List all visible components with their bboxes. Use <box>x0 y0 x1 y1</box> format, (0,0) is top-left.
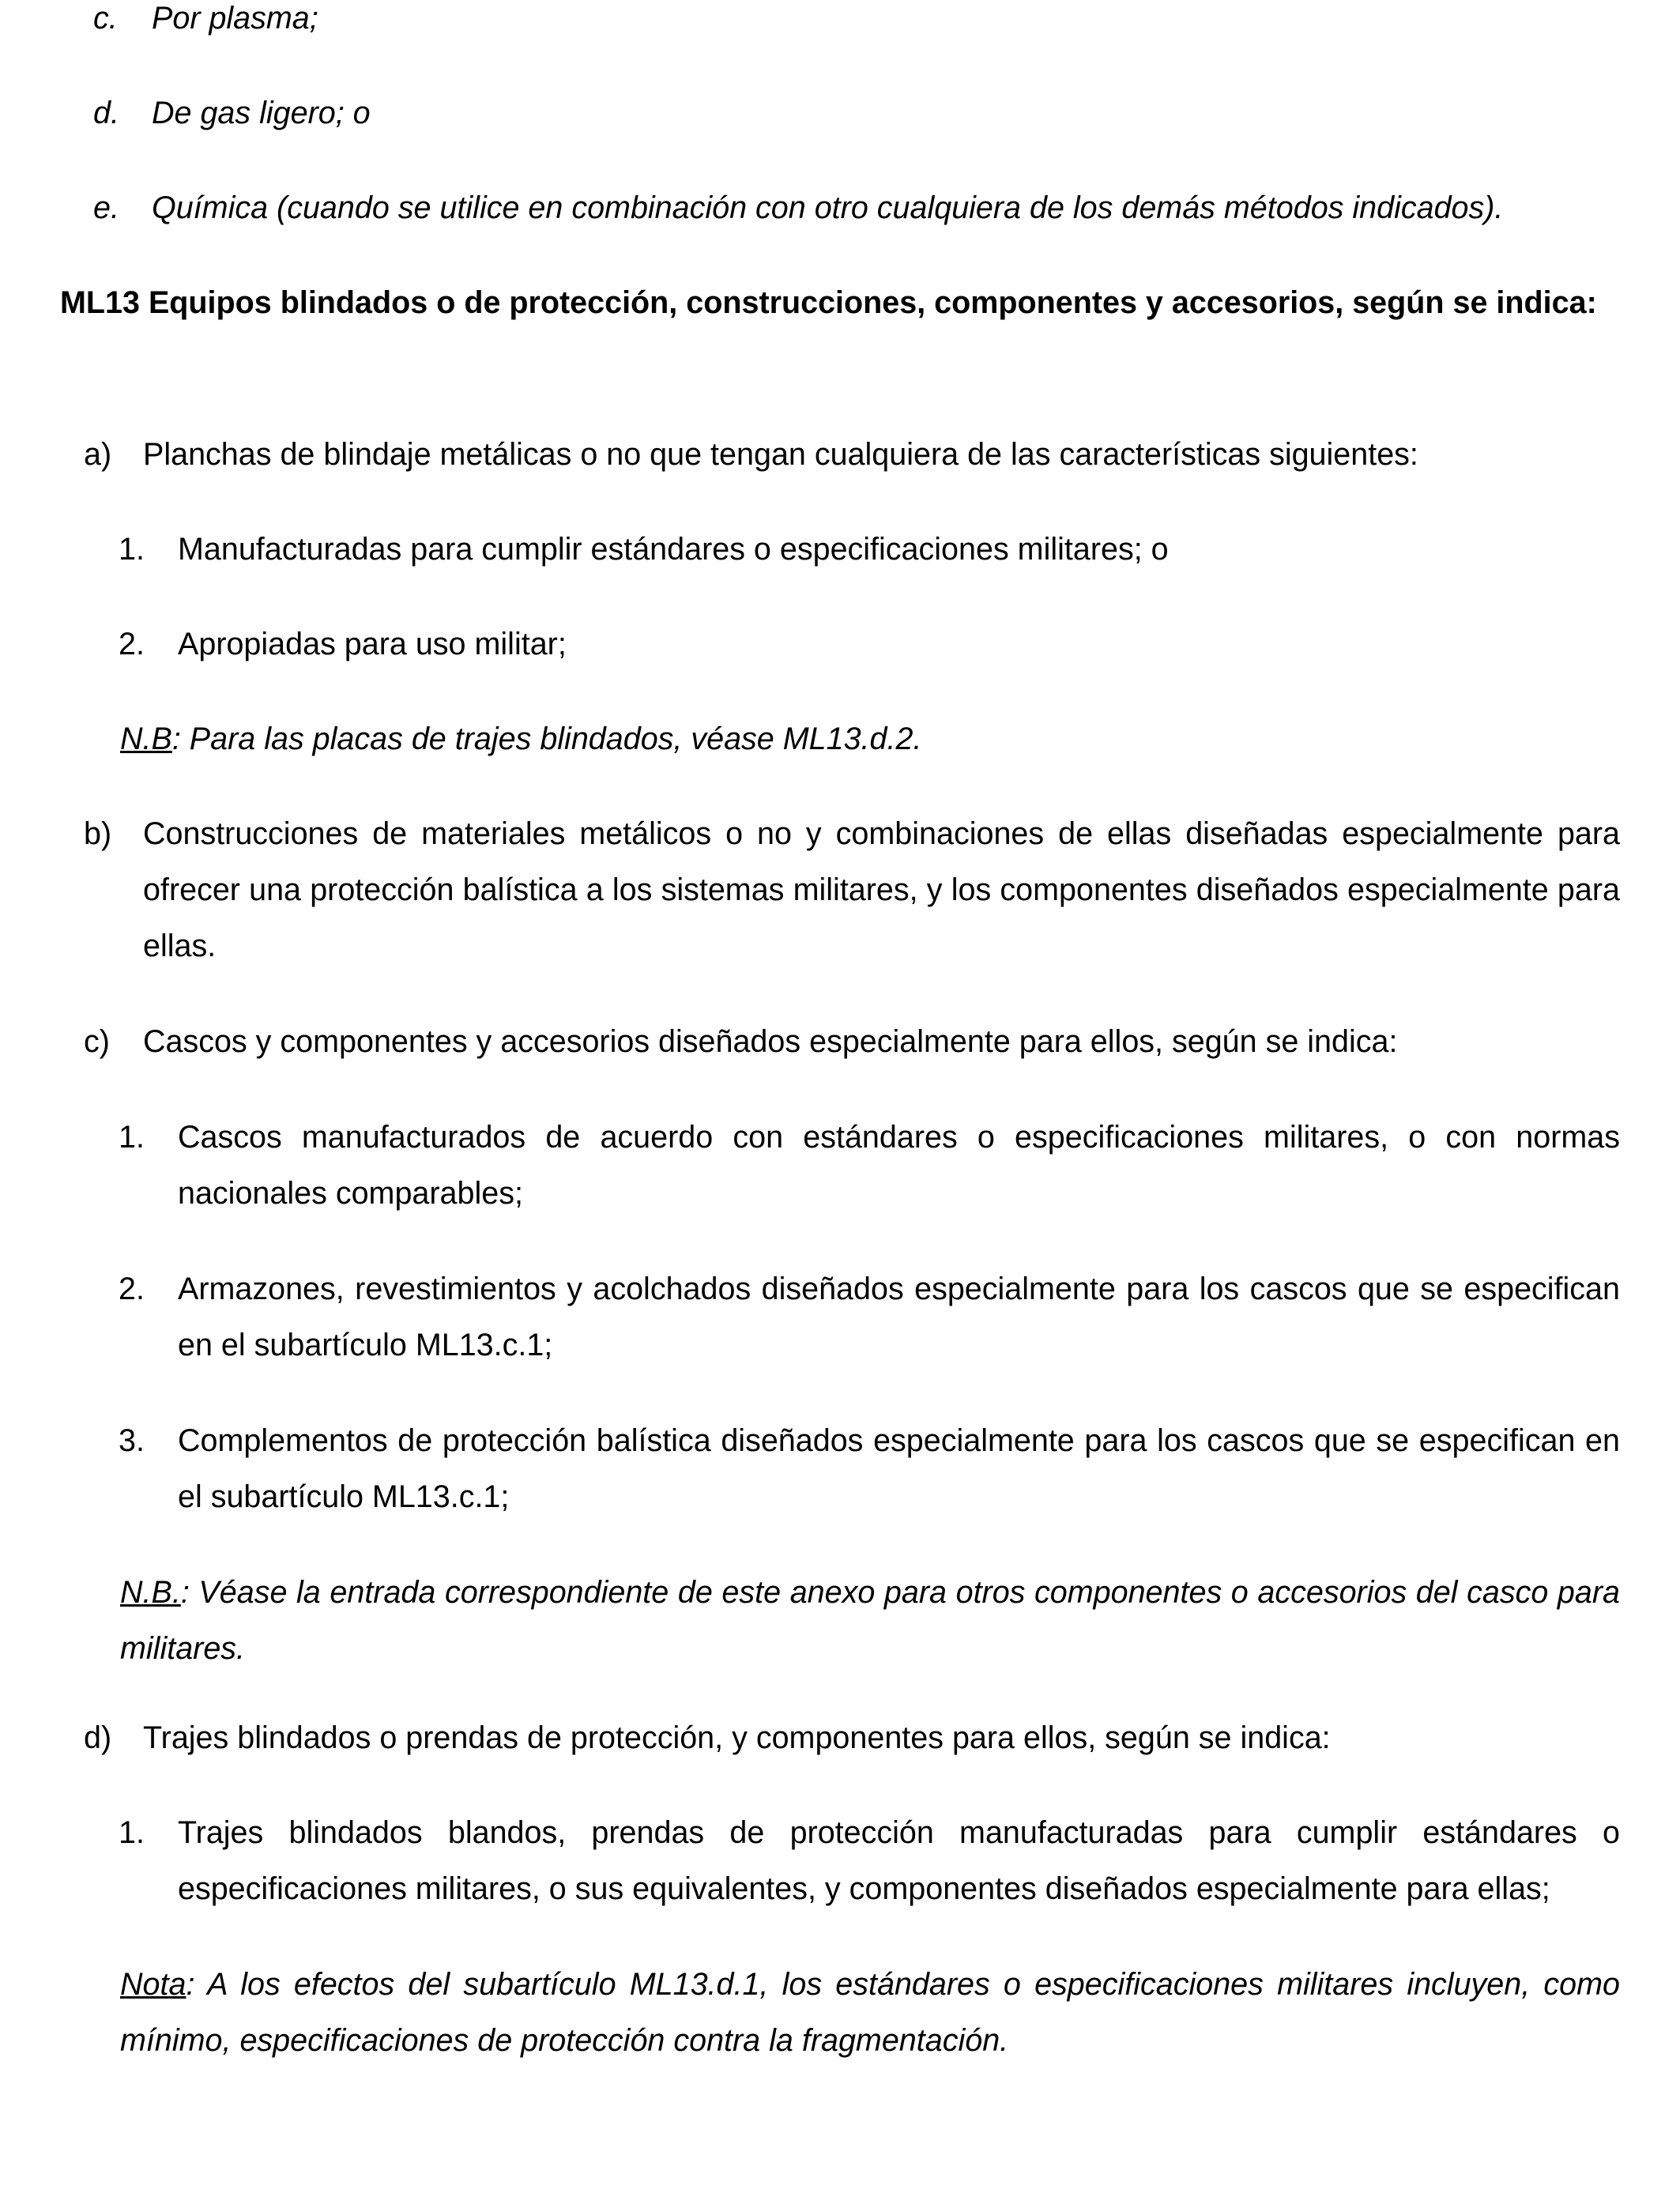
note-text: : Para las placas de trajes blindados, véase ML13.d.2. <box>171 722 922 756</box>
subitem-text: Manufacturadas para cumplir estándares o especificaciones militares; o <box>178 532 1169 567</box>
item-text: Cascos y componentes y accesorios diseñados especialmente para ellos, según se indica: <box>143 1024 1398 1059</box>
item-c-1 <box>119 1110 1620 1222</box>
list-label: d. <box>93 96 119 130</box>
list-item-d <box>93 85 1610 141</box>
list-text: Química (cuando se utilice en combinación con otro cualquiera de los demás métodos indicados). <box>152 190 1504 225</box>
item-label: d) <box>84 1720 112 1755</box>
item-c <box>84 1014 1620 1070</box>
note-key: Nota <box>120 1967 186 2002</box>
item-d <box>84 1710 1620 1766</box>
note-a <box>120 711 1620 767</box>
note-key: N.B <box>120 722 172 756</box>
subitem-label: 1. <box>119 1120 145 1155</box>
item-label: c) <box>84 1024 110 1059</box>
section-heading: ML13 Equipos blindados o de protección, construcciones, componentes y accesorios, según se indica: <box>60 285 1597 320</box>
note-text: : A los efectos del subartículo ML13.d.1, los estándares o especificaciones militares incluyen, como mínimo, especificaciones de protección contra la fragmentación. <box>120 1967 1620 2058</box>
item-a-2 <box>119 616 1620 673</box>
subitem-label: 1. <box>119 1815 145 1850</box>
list-item-c <box>93 0 1610 47</box>
subitem-text: Trajes blindados blandos, prendas de protección manufacturadas para cumplir estándares o especificaciones militares, o sus equivalentes, y componentes diseñados especialmente para ellas; <box>178 1815 1620 1906</box>
item-c-2 <box>119 1261 1620 1373</box>
note-d <box>120 1957 1620 2069</box>
subitem-label: 2. <box>119 1272 145 1306</box>
subitem-text: Complementos de protección balística diseñados especialmente para los cascos que se especifican en el subartículo ML13.c.1; <box>178 1423 1620 1514</box>
item-text: Trajes blindados o prendas de protección, y componentes para ellos, según se indica: <box>143 1720 1331 1755</box>
item-c-3 <box>119 1413 1620 1525</box>
note-text: : Véase la entrada correspondiente de este anexo para otros componentes o accesorios del casco para militares. <box>120 1575 1620 1666</box>
subitem-label: 2. <box>119 627 145 661</box>
list-text: De gas ligero; o <box>152 96 371 130</box>
list-item-e <box>93 180 1642 236</box>
list-text: Por plasma; <box>152 1 318 36</box>
list-label: e. <box>93 190 119 225</box>
item-label: a) <box>84 437 112 472</box>
item-a-1 <box>119 522 1620 578</box>
item-text: Planchas de blindaje metálicas o no que tengan cualquiera de las características siguientes: <box>143 437 1418 472</box>
subitem-label: 1. <box>119 532 145 567</box>
subitem-text: Cascos manufacturados de acuerdo con estándares o especificaciones militares, o con normas nacionales comparables; <box>178 1120 1620 1211</box>
note-c <box>120 1565 1620 1677</box>
item-a <box>84 427 1620 483</box>
item-d-1 <box>119 1805 1620 1917</box>
list-label: c. <box>93 1 118 36</box>
item-b <box>84 806 1620 974</box>
subitem-text: Apropiadas para uso militar; <box>178 627 567 661</box>
item-label: b) <box>84 816 112 851</box>
note-key: N.B. <box>120 1575 181 1610</box>
item-text: Construcciones de materiales metálicos o no y combinaciones de ellas diseñadas especialmente para ofrecer una protección balística a los sistemas militares, y los componentes diseñados especialmente para ellas. <box>143 816 1620 963</box>
subitem-text: Armazones, revestimientos y acolchados diseñados especialmente para los cascos que se especifican en el subartículo ML13.c.1; <box>178 1272 1620 1362</box>
subitem-label: 3. <box>119 1423 145 1458</box>
